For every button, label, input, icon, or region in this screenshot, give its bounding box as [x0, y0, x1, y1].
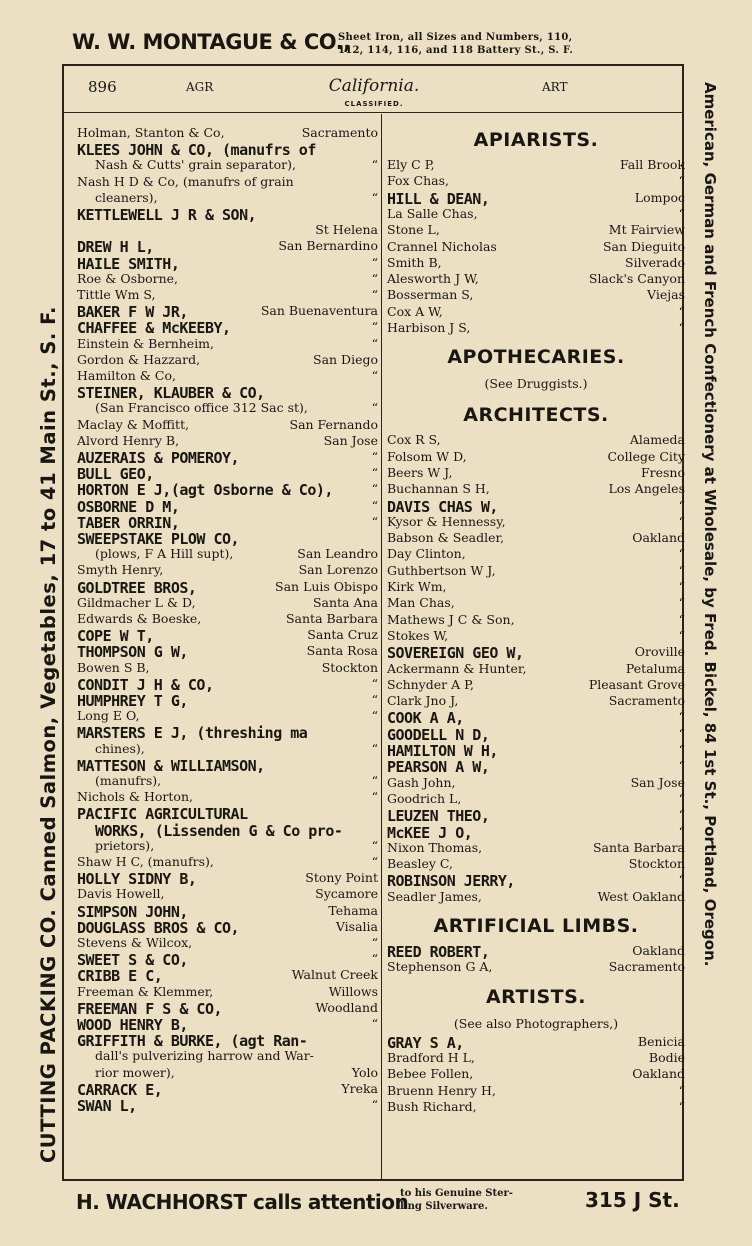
listing-name: cleaners), — [95, 189, 158, 205]
listing-place: “ — [371, 368, 378, 383]
listing-name: HORTON E J,(agt Osborne & Co), — [77, 481, 333, 500]
listing-place: “ — [371, 335, 378, 351]
section-note: (See also Photographers,) — [453, 1015, 619, 1031]
listing-place: “ — [678, 1082, 685, 1098]
listing-name: Freeman & Klemmer, — [77, 983, 214, 999]
listing-name: Schnyder A P, — [387, 676, 474, 692]
listing-place: “ — [371, 513, 378, 529]
listing-name: Edwards & Boeske, — [77, 611, 202, 626]
listing-name: Stone L, — [387, 222, 440, 238]
section-heading: APIARISTS. — [473, 129, 599, 151]
listing-place: “ — [678, 205, 685, 221]
listing-place: Silverado — [625, 254, 685, 270]
listing-place: “ — [678, 513, 685, 529]
listing-place: College City — [607, 448, 685, 464]
listing-name: COOK A A, — [387, 709, 464, 728]
listing-name: Gordon & Hazzard, — [77, 351, 201, 367]
listing-name: Gildmacher L & D, — [77, 594, 196, 610]
listing-place: “ — [371, 1097, 378, 1112]
listing-place: Sacramento — [301, 125, 378, 140]
listing-name: Holman, Stanton & Co, — [77, 125, 225, 140]
listing-name: Mathews J C & Son, — [387, 611, 515, 627]
listing-name: Stephenson G A, — [387, 959, 493, 975]
listing-name: ROBINSON JERRY, — [387, 872, 515, 891]
listing-name: (manufrs), — [95, 773, 162, 788]
listing-name: Alesworth J W, — [387, 271, 479, 287]
listing-place: San Jose — [630, 774, 685, 790]
listing-name: Einstein & Bernheim, — [77, 335, 215, 351]
listing-place: Oakland — [632, 943, 685, 958]
listing-name: Folsom W D, — [387, 448, 467, 464]
listing-name: Guthbertson W J, — [387, 562, 496, 578]
listing-place: Tehama — [328, 902, 378, 918]
listing-place: Yolo — [351, 1064, 378, 1080]
listing-place: Bodie — [648, 1049, 685, 1065]
listing-name: DOUGLASS BROS & CO, — [77, 918, 240, 937]
listing-place: Los Angeles — [608, 481, 685, 497]
listing-place: Santa Barbara — [592, 839, 685, 855]
listing-place: Santa Cruz — [307, 627, 378, 643]
listing-place: “ — [371, 951, 378, 967]
listing-name: Hamilton & Co, — [77, 368, 176, 383]
listing-name: Ackermann & Hunter, — [387, 660, 527, 676]
listing-name: KETTLEWELL J R & SON, — [77, 206, 257, 224]
section-heading: ARTISTS. — [485, 985, 587, 1008]
page-title: California. — [328, 76, 420, 96]
listing-name: HOLLY SIDNY B, — [77, 870, 197, 889]
listing-name: (plows, F A Hill supt), — [95, 546, 234, 562]
bottom-ad-main: H. WACHHORST calls attention — [76, 1190, 409, 1214]
listing-name: Bowen S B, — [77, 659, 150, 675]
listing-place: “ — [678, 303, 685, 319]
listing-place: Mt Fairview — [608, 222, 685, 238]
listing-name: SWEEPSTAKE PLOW CO, — [77, 530, 240, 548]
listing-place: “ — [678, 872, 685, 888]
right-side-ad-text: American, German and French Confectionery at Wholesale, by Fred. Bickel, 84 1st St., Portland, Oregon. — [701, 82, 719, 967]
listing-place: “ — [371, 287, 378, 302]
listing-place: “ — [678, 627, 685, 643]
listing-name: Beers W J, — [387, 464, 453, 480]
listing-name: HAILE SMITH, — [77, 254, 180, 273]
listing-place: St Helena — [315, 222, 378, 238]
listing-name: Bruenn Henry H, — [387, 1082, 496, 1098]
listing-place: Sacramento — [608, 693, 685, 709]
listing-place: “ — [371, 465, 378, 481]
header-rule — [64, 112, 684, 113]
listing-name: Fox Chas, — [387, 173, 449, 189]
page-subtitle: CLASSIFIED. — [344, 100, 404, 108]
listing-place: Oakland — [632, 530, 685, 546]
page-number: 896 — [88, 78, 117, 96]
listing-name: Tittle Wm S, — [77, 287, 156, 302]
listing-place: Stony Point — [305, 870, 378, 886]
listing-name: Buchannan S H, — [387, 481, 490, 497]
listing-place: San Diego — [313, 351, 378, 367]
listing-place: “ — [678, 579, 685, 594]
section-heading: ARTIFICIAL LIMBS. — [433, 915, 639, 937]
listing-name: Nash H D & Co, (manufrs of grain — [77, 173, 294, 189]
listing-name: GRAY S A, — [387, 1033, 464, 1052]
listing-name: BULL GEO, — [77, 465, 154, 484]
listing-name: LEUZEN THEO, — [387, 807, 490, 826]
listing-name: THOMPSON G W, — [77, 643, 188, 662]
listing-name: SWAN L, — [77, 1097, 137, 1115]
listing-place: “ — [371, 740, 378, 756]
listing-place: “ — [371, 854, 378, 869]
listing-name: CARRACK E, — [77, 1080, 163, 1099]
listing-name: Kirk Wm, — [387, 579, 447, 594]
top-ad-company: W. W. MONTAGUE & CO., — [72, 30, 351, 54]
listing-name: chines), — [95, 740, 145, 756]
listing-name: CHAFFEE & McKEEBY, — [77, 319, 231, 338]
listing-name: Shaw H C, (manufrs), — [77, 854, 214, 869]
listing-name: Nash & Cutts' grain separator), — [95, 157, 296, 173]
listing-place: Petaluma — [625, 660, 685, 676]
listing-name: Nixon Thomas, — [387, 839, 483, 855]
listing-place: “ — [678, 807, 685, 823]
listing-place: “ — [371, 481, 378, 497]
top-ad-line-2: 112, 114, 116, and 118 Battery St., S. F. — [338, 45, 574, 56]
listing-place: Viejas — [647, 287, 685, 303]
listing-name: COPE W T, — [77, 627, 154, 646]
listing-name: La Salle Chas, — [387, 205, 478, 221]
listing-place: “ — [678, 562, 685, 578]
listing-place: San Bernardino — [278, 238, 378, 254]
listing-name: WOOD HENRY B, — [77, 1016, 188, 1034]
listing-place: Stockton — [628, 856, 685, 872]
listing-place: “ — [371, 935, 378, 950]
listing-name: GOLDTREE BROS, — [77, 578, 197, 597]
page-header — [64, 76, 684, 112]
listing-place: “ — [678, 595, 685, 611]
listing-place: Sycamore — [315, 886, 378, 902]
section-heading: ARCHITECTS. — [463, 404, 609, 427]
listing-name: Day Clinton, — [387, 546, 466, 562]
listing-place: West Oakland — [597, 888, 685, 904]
listing-place: “ — [678, 790, 685, 806]
listing-place: “ — [678, 173, 685, 189]
listing-place: “ — [678, 611, 685, 627]
listing-name: Nichols & Horton, — [77, 789, 193, 805]
header-left-word: AGR — [186, 80, 214, 94]
listing-name: Long E O, — [77, 708, 140, 724]
listing-name: BAKER F W JR, — [77, 303, 188, 322]
listing-place: Oakland — [632, 1066, 685, 1082]
listing-name: WORKS, (Lissenden G & Co pro- — [95, 821, 343, 840]
listing-place: “ — [371, 708, 378, 724]
listing-place: “ — [371, 1016, 378, 1031]
listing-place: “ — [678, 742, 685, 757]
listing-place: Sacramento — [608, 959, 685, 975]
listing-name: Babson & Seadler, — [387, 530, 505, 546]
listing-name: Kysor & Hennessy, — [387, 513, 506, 529]
listing-place: San Fernando — [289, 416, 378, 432]
section-heading: APOTHECARIES. — [447, 346, 625, 369]
listing-place: “ — [371, 189, 378, 205]
listing-place: “ — [371, 837, 378, 853]
section-note: (See Druggists.) — [484, 376, 588, 392]
listing-place: “ — [371, 449, 378, 464]
listing-name: (San Francisco office 312 Sac st), — [95, 400, 308, 416]
bottom-advertisement — [0, 1180, 752, 1246]
listing-name: Bosserman S, — [387, 287, 474, 303]
listing-place: Visalia — [335, 918, 378, 934]
listing-name: HILL & DEAN, — [387, 189, 490, 208]
listing-name: OSBORNE D M, — [77, 497, 180, 516]
listing-place: “ — [678, 320, 685, 335]
listing-name: McKEE J O, — [387, 823, 473, 842]
top-advertisement — [0, 0, 752, 64]
listing-name: Bebee Follen, — [387, 1066, 474, 1082]
listing-place: “ — [371, 157, 378, 173]
listing-name: Maclay & Moffitt, — [77, 416, 190, 432]
listing-name: Smyth Henry, — [77, 562, 164, 578]
listing-name: Crannel Nicholas — [387, 238, 497, 254]
listing-name: Bush Richard, — [387, 1098, 477, 1114]
listing-place: San Jose — [323, 432, 378, 448]
listing-name: GOODELL N D, — [387, 725, 490, 744]
listing-place: Fresno — [640, 464, 685, 480]
listing-name: Alvord Henry B, — [77, 432, 180, 448]
listing-name: HUMPHREY T G, — [77, 692, 188, 710]
listing-place: Pleasant Grove — [588, 676, 685, 692]
listing-place: Santa Barbara — [285, 611, 378, 626]
bottom-ad-line-2: ling Silverware. — [400, 1201, 488, 1212]
listing-place: Lompoc — [634, 189, 685, 205]
listing-place: “ — [371, 319, 378, 335]
listing-place: “ — [678, 546, 685, 562]
listing-place: “ — [678, 725, 685, 741]
listing-name: Goodrich L, — [387, 790, 462, 806]
listing-name: Cox R S, — [387, 432, 441, 448]
top-ad-line-1: Sheet Iron, all Sizes and Numbers, 110, — [338, 32, 573, 43]
listing-name: KLEES JOHN & CO, (manufrs of — [77, 141, 316, 160]
listing-name: SIMPSON JOHN, — [77, 902, 188, 921]
listing-place: Slack's Canyon — [588, 271, 685, 287]
listing-name: SWEET S & CO, — [77, 951, 188, 970]
listing-place: “ — [371, 400, 378, 416]
listing-name: Gash John, — [387, 774, 456, 790]
listing-place: “ — [678, 497, 685, 513]
listing-name: MATTESON & WILLIAMSON, — [77, 756, 265, 775]
listing-name: FREEMAN F S & CO, — [77, 999, 223, 1018]
listing-place: Woodland — [315, 999, 378, 1015]
listing-name: prietors), — [95, 837, 155, 853]
left-side-ad-text: CUTTING PACKING CO. Canned Salmon, Vegetables, 17 to 41 Main St., S. F. — [37, 306, 60, 1163]
listing-place: “ — [371, 497, 378, 513]
listing-place: Benicia — [637, 1033, 685, 1049]
listing-name: PEARSON A W, — [387, 758, 490, 777]
listing-name: Seadler James, — [387, 888, 482, 904]
listing-name: Bradford H L, — [387, 1049, 475, 1065]
listing-name: Stevens & Wilcox, — [77, 935, 193, 950]
listing-place: Walnut Creek — [291, 967, 378, 983]
listing-place: Oroville — [634, 644, 685, 660]
listing-place: “ — [678, 1098, 685, 1114]
listing-name: Roe & Osborne, — [77, 270, 178, 286]
listing-place: Alameda — [629, 432, 685, 448]
listing-place: “ — [371, 675, 378, 691]
listing-place: “ — [371, 270, 378, 286]
listing-name: AUZERAIS & POMEROY, — [77, 449, 240, 467]
listing-place: Willows — [328, 983, 378, 999]
header-right-word: ART — [542, 80, 568, 94]
listing-place: San Leandro — [297, 546, 378, 562]
listing-name: DAVIS CHAS W, — [387, 497, 498, 516]
listing-name: Smith B, — [387, 254, 442, 270]
listing-place: “ — [371, 254, 378, 270]
listing-name: Davis Howell, — [77, 886, 165, 902]
listing-place: Stockton — [321, 659, 378, 675]
listing-place: Santa Rosa — [306, 643, 378, 659]
listing-name: GRIFFITH & BURKE, (agt Ran- — [77, 1032, 308, 1051]
listing-place: “ — [371, 789, 378, 805]
listing-name: rior mower), — [95, 1064, 175, 1080]
listing-name: CONDIT J H & CO, — [77, 675, 214, 694]
listing-place: “ — [678, 709, 685, 725]
listing-name: dall's pulverizing harrow and War- — [95, 1048, 314, 1064]
listing-name: REED ROBERT, — [387, 943, 490, 961]
listing-name: TABER ORRIN, — [77, 513, 180, 532]
listing-place: Santa Ana — [312, 594, 378, 610]
column-divider — [381, 114, 382, 1180]
listing-name: HAMILTON W H, — [387, 742, 498, 760]
listing-name: Ely C P, — [387, 157, 435, 172]
listing-name: SOVEREIGN GEO W, — [387, 644, 524, 663]
listing-place: “ — [678, 758, 685, 774]
listing-place: Yreka — [341, 1080, 378, 1096]
listing-place: San Luis Obispo — [275, 578, 378, 594]
listing-name: Stokes W, — [387, 627, 449, 643]
listing-name: Beasley C, — [387, 856, 453, 872]
bottom-ad-address: 315 J St. — [585, 1188, 680, 1212]
listing-place: “ — [678, 823, 685, 839]
listing-name: Man Chas, — [387, 595, 455, 611]
listing-place: “ — [371, 773, 378, 788]
listing-place: San Lorenzo — [298, 562, 378, 578]
listing-place: San Dieguito — [602, 238, 685, 254]
bottom-ad-line-1: to his Genuine Ster- — [400, 1188, 513, 1199]
listing-name: STEINER, KLAUBER & CO, — [77, 384, 265, 403]
listing-name: Harbison J S, — [387, 320, 471, 335]
listing-place: San Buenaventura — [260, 303, 378, 319]
listing-name: Clark Jno J, — [387, 693, 459, 709]
listing-name: MARSTERS E J, (threshing ma — [77, 724, 308, 743]
listing-place: Fall Brook — [619, 157, 685, 172]
listing-name: DREW H L, — [77, 238, 154, 257]
listing-place: “ — [371, 692, 378, 707]
listing-name: Cox A W, — [387, 303, 443, 319]
listing-name: CRIBB E C, — [77, 967, 163, 986]
listing-name: PACIFIC AGRICULTURAL — [77, 805, 248, 824]
